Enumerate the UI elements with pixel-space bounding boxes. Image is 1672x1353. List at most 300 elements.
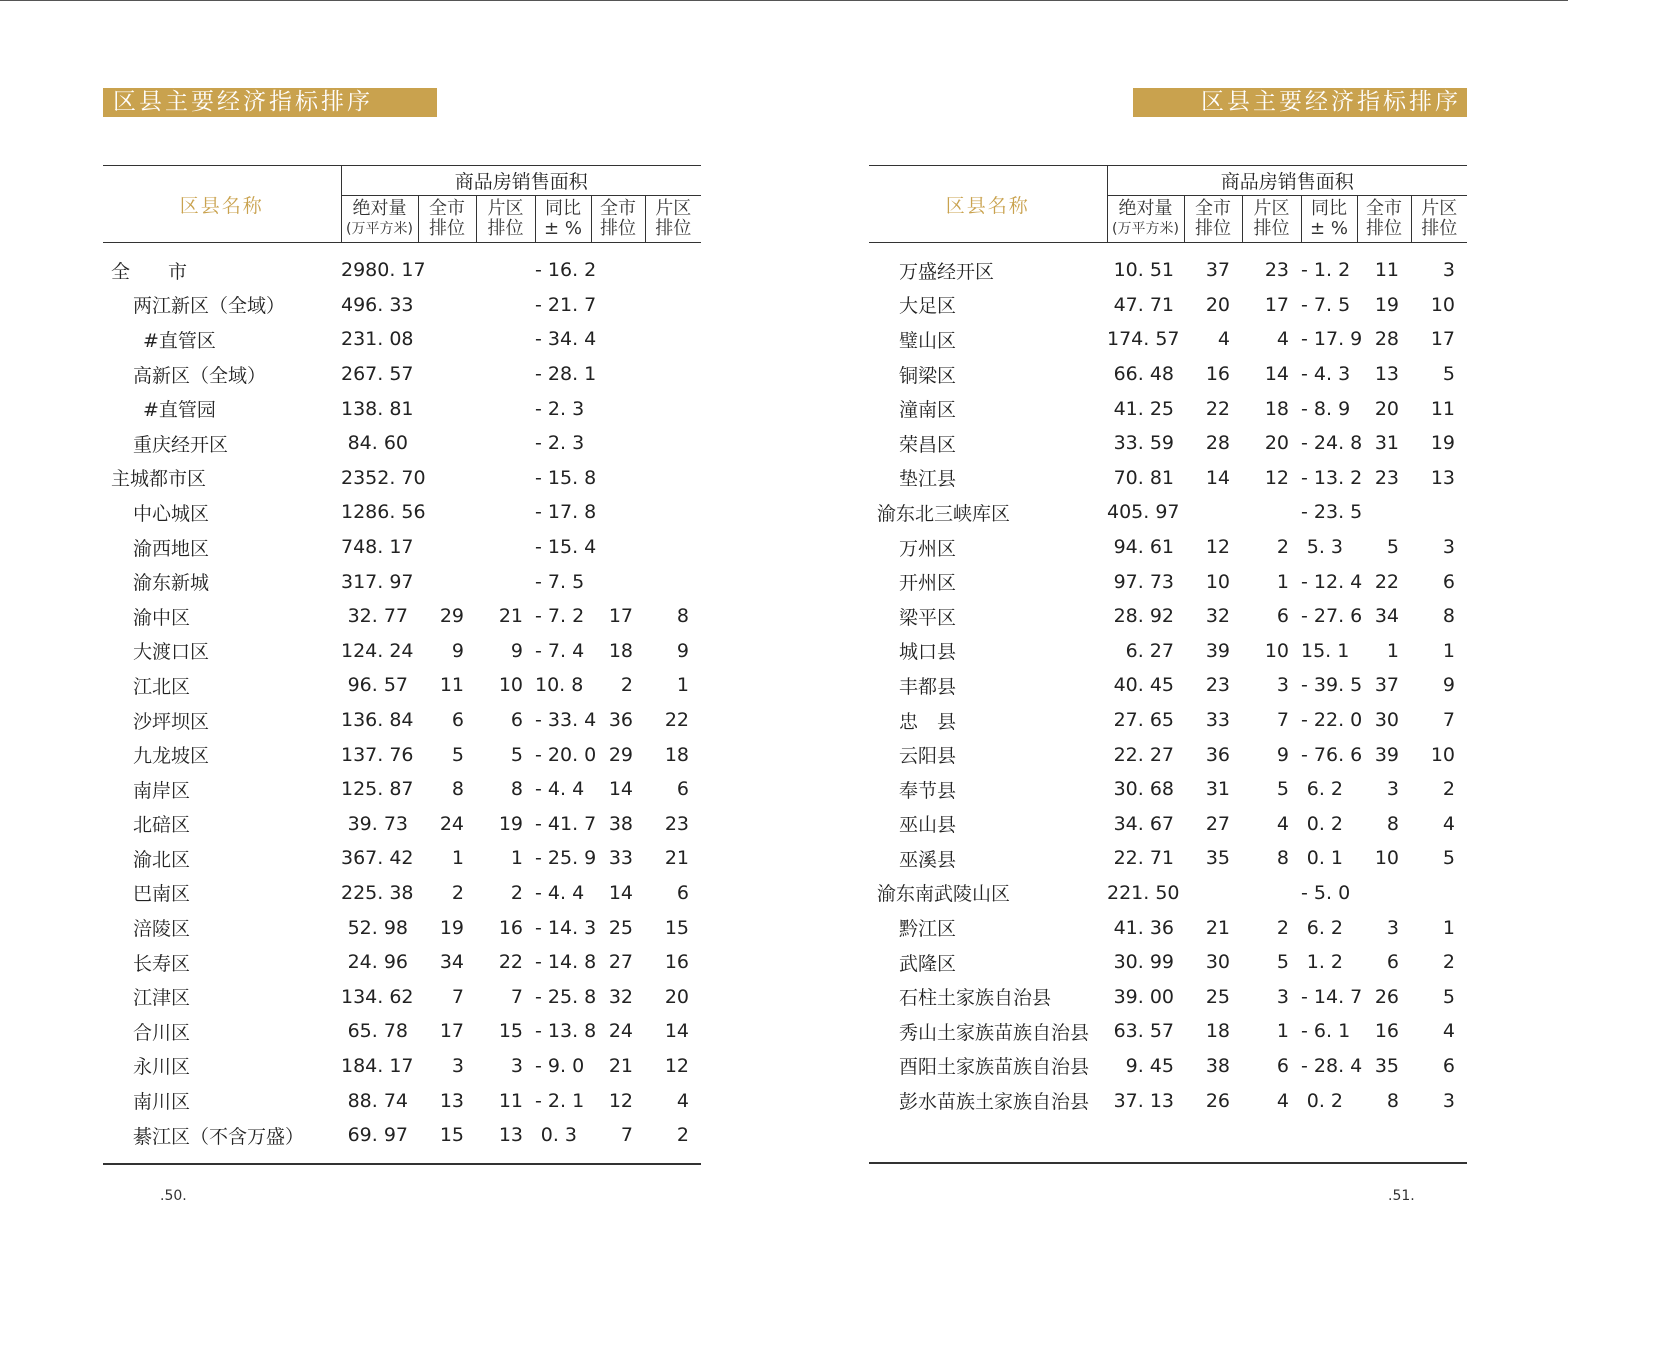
row-name: 垫江县 — [899, 468, 957, 491]
header-yoy: 同比 ± % — [1301, 196, 1357, 243]
cell-city-rank: 16 — [1205, 363, 1230, 386]
cell-yoy: - 15. 4 — [535, 536, 597, 559]
cell-area-rank-2 — [645, 288, 701, 323]
cell-area-rank-2: 12 — [664, 1054, 690, 1077]
cell-yoy: 6. 2 — [1306, 778, 1343, 801]
cell-area-rank: 11 — [498, 1089, 523, 1112]
header-yoy: 同比 ± % — [535, 196, 591, 243]
row-name: 巫溪县 — [899, 848, 957, 871]
cell-area-rank-2: 5 — [1442, 847, 1456, 870]
cell-city-rank-2: 22 — [1374, 570, 1399, 593]
row-name: 江津区 — [133, 987, 191, 1010]
cell-area-rank — [476, 253, 535, 288]
cell-absolute: 27. 65 — [1113, 709, 1174, 732]
cell-area-rank-2: 5 — [1442, 985, 1456, 1008]
cell-area-rank: 4 — [1276, 1089, 1289, 1112]
cell-city-rank-2 — [591, 253, 645, 288]
cell-city-rank-2: 31 — [1374, 432, 1399, 455]
cell-area-rank-2: 21 — [664, 847, 690, 870]
row-name: 铜梁区 — [899, 364, 957, 387]
cell-absolute: 496. 33 — [341, 293, 414, 316]
cell-city-rank-2: 1 — [1386, 639, 1399, 662]
table-row — [103, 426, 701, 461]
cell-area-rank — [476, 426, 535, 461]
cell-absolute: 134. 62 — [341, 985, 414, 1008]
cell-city-rank-2: 32 — [608, 985, 633, 1008]
table-row — [103, 391, 701, 426]
cell-area-rank: 23 — [1264, 259, 1289, 282]
table-row — [869, 322, 1467, 357]
cell-area-rank: 7 — [510, 985, 523, 1008]
row-name: 梁平区 — [899, 606, 957, 629]
cell-yoy: - 39. 5 — [1301, 674, 1363, 697]
cell-city-rank: 11 — [439, 674, 464, 697]
cell-area-rank: 18 — [1264, 397, 1289, 420]
cell-area-rank-2 — [645, 530, 701, 565]
row-name: 璧山区 — [899, 329, 957, 352]
cell-city-rank: 27 — [1205, 812, 1230, 835]
cell-area-rank-2 — [645, 253, 701, 288]
cell-area-rank: 20 — [1264, 432, 1289, 455]
row-name: 万州区 — [899, 537, 957, 560]
cell-absolute: 125. 87 — [341, 778, 414, 801]
cell-area-rank-2: 20 — [664, 985, 690, 1008]
row-name: 荣昌区 — [899, 433, 957, 456]
cell-area-rank-2: 23 — [664, 812, 690, 835]
row-name: #直管区 — [143, 329, 216, 352]
row-name: 南川区 — [133, 1091, 191, 1114]
cell-absolute: 41. 25 — [1113, 397, 1174, 420]
cell-city-rank: 4 — [1217, 328, 1230, 351]
cell-area-rank-2: 5 — [1442, 363, 1456, 386]
row-name: #直管园 — [143, 399, 216, 422]
cell-city-rank-2: 3 — [1386, 916, 1399, 939]
cell-city-rank-2 — [591, 426, 645, 461]
cell-city-rank: 10 — [1205, 570, 1230, 593]
table-row — [103, 807, 701, 842]
cell-absolute: 40. 45 — [1113, 674, 1174, 697]
cell-absolute: 2352. 70 — [341, 466, 426, 489]
cell-area-rank-2 — [645, 357, 701, 392]
cell-absolute: 69. 97 — [347, 1124, 408, 1147]
row-name: 高新区（全域） — [133, 364, 267, 387]
cell-area-rank: 6 — [1276, 1054, 1289, 1077]
cell-yoy: - 12. 4 — [1301, 570, 1363, 593]
cell-absolute: 6. 27 — [1125, 639, 1174, 662]
cell-absolute: 2980. 17 — [341, 259, 426, 282]
cell-yoy: - 13. 2 — [1301, 466, 1363, 489]
cell-absolute: 30. 99 — [1113, 951, 1174, 974]
cell-city-rank — [1184, 495, 1242, 530]
cell-yoy: - 14. 7 — [1301, 985, 1363, 1008]
cell-city-rank-2: 23 — [1374, 466, 1399, 489]
table-row — [869, 495, 1467, 530]
table-row — [869, 253, 1467, 288]
row-name: 丰都县 — [899, 675, 957, 698]
cell-city-rank-2: 37 — [1374, 674, 1399, 697]
page-number-right: .51. — [1388, 1188, 1415, 1204]
header-abs: 绝对量 (万平方米) — [1107, 196, 1184, 243]
table-row — [869, 530, 1467, 565]
table-row — [103, 288, 701, 323]
cell-city-rank: 29 — [439, 605, 464, 628]
cell-absolute: 39. 73 — [347, 812, 408, 835]
row-name: 黔江区 — [899, 918, 957, 941]
cell-city-rank: 24 — [439, 812, 464, 835]
cell-yoy: 0. 2 — [1306, 1089, 1343, 1112]
cell-city-rank-2 — [1357, 495, 1411, 530]
cell-city-rank-2 — [591, 461, 645, 496]
cell-city-rank-2 — [591, 288, 645, 323]
title-banner-right: 区县主要经济指标排序 — [1133, 88, 1467, 117]
cell-absolute: 88. 74 — [347, 1089, 408, 1112]
cell-city-rank: 18 — [1205, 1020, 1230, 1043]
cell-city-rank — [418, 391, 476, 426]
cell-city-rank-2: 33 — [608, 847, 633, 870]
cell-area-rank-2: 15 — [664, 916, 690, 939]
row-name: 云阳县 — [899, 745, 957, 768]
cell-area-rank: 3 — [1276, 674, 1289, 697]
table-row — [869, 599, 1467, 634]
bottom-rule-right — [869, 1162, 1467, 1164]
cell-area-rank: 5 — [1276, 778, 1289, 801]
row-name: 万盛经开区 — [899, 260, 995, 283]
page-number-left: .50. — [160, 1188, 187, 1204]
cell-yoy: 10. 8 — [535, 674, 584, 697]
cell-city-rank — [418, 357, 476, 392]
row-name: 秀山土家族苗族自治县 — [899, 1021, 1090, 1044]
cell-area-rank: 4 — [1276, 812, 1289, 835]
cell-area-rank-2 — [1411, 495, 1467, 530]
cell-city-rank: 32 — [1205, 605, 1230, 628]
cell-area-rank-2: 6 — [1442, 1054, 1456, 1077]
cell-area-rank-2: 19 — [1430, 432, 1456, 455]
row-name: 城口县 — [899, 641, 957, 664]
cell-city-rank-2: 16 — [1374, 1020, 1399, 1043]
cell-absolute: 30. 68 — [1113, 778, 1174, 801]
table-row — [103, 945, 701, 980]
cell-area-rank-2: 18 — [664, 743, 690, 766]
table-body-left — [103, 243, 701, 1157]
cell-city-rank: 8 — [451, 778, 464, 801]
cell-city-rank: 36 — [1205, 743, 1230, 766]
cell-yoy: - 9. 0 — [535, 1054, 585, 1077]
cell-city-rank-2: 30 — [1374, 709, 1399, 732]
cell-city-rank-2: 8 — [1386, 812, 1399, 835]
cell-area-rank — [476, 391, 535, 426]
cell-area-rank-2: 7 — [1442, 709, 1456, 732]
table-row — [869, 288, 1467, 323]
cell-area-rank-2 — [645, 461, 701, 496]
cell-yoy: - 17. 9 — [1301, 328, 1363, 351]
cell-area-rank: 16 — [498, 916, 523, 939]
cell-city-rank-2: 36 — [608, 709, 633, 732]
cell-area-rank: 2 — [1276, 916, 1289, 939]
cell-absolute: 174. 57 — [1107, 328, 1180, 351]
cell-yoy: - 41. 7 — [535, 812, 597, 835]
cell-city-rank-2: 13 — [1374, 363, 1399, 386]
cell-area-rank-2: 2 — [1442, 778, 1456, 801]
row-name: 北碚区 — [133, 814, 191, 837]
table-row — [869, 357, 1467, 392]
table-row — [869, 737, 1467, 772]
cell-absolute: 24. 96 — [347, 951, 408, 974]
cell-city-rank-2: 18 — [608, 639, 633, 662]
cell-city-rank-2: 38 — [608, 812, 633, 835]
cell-city-rank-2 — [591, 495, 645, 530]
cell-city-rank: 23 — [1205, 674, 1230, 697]
row-name: 渝西地区 — [133, 537, 210, 560]
header-area-rank-2: 片区 排位 — [1411, 196, 1467, 243]
cell-area-rank-2: 6 — [676, 881, 690, 904]
cell-yoy: - 6. 1 — [1301, 1020, 1351, 1043]
cell-area-rank-2: 3 — [1442, 536, 1456, 559]
table-row — [103, 599, 701, 634]
cell-area-rank-2 — [645, 426, 701, 461]
cell-city-rank: 3 — [451, 1054, 464, 1077]
table-row — [869, 1083, 1467, 1122]
row-name: 渝东新城 — [133, 572, 210, 595]
cell-yoy: - 28. 4 — [1301, 1054, 1363, 1077]
header-city-rank: 全市 排位 — [418, 196, 476, 243]
cell-city-rank: 26 — [1205, 1089, 1230, 1112]
header-name-col: 区县名称 — [103, 166, 341, 243]
cell-absolute: 1286. 56 — [341, 501, 426, 524]
cell-city-rank-2: 7 — [620, 1124, 633, 1147]
cell-yoy: - 17. 8 — [535, 501, 597, 524]
row-name: 大足区 — [899, 295, 957, 318]
cell-area-rank-2: 3 — [1442, 1089, 1456, 1112]
cell-yoy: 0. 1 — [1306, 847, 1343, 870]
table-row — [869, 979, 1467, 1014]
cell-area-rank-2: 1 — [676, 674, 690, 697]
cell-area-rank-2: 10 — [1430, 743, 1456, 766]
cell-area-rank-2: 22 — [664, 709, 690, 732]
cell-city-rank — [418, 426, 476, 461]
cell-city-rank — [1184, 876, 1242, 911]
cell-area-rank: 5 — [1276, 951, 1289, 974]
cell-yoy: - 27. 6 — [1301, 605, 1363, 628]
cell-absolute: 225. 38 — [341, 881, 414, 904]
cell-absolute: 405. 97 — [1107, 501, 1180, 524]
row-name: 彭水苗族土家族自治县 — [899, 1091, 1090, 1114]
cell-area-rank: 3 — [510, 1054, 523, 1077]
cell-city-rank: 28 — [1205, 432, 1230, 455]
cell-absolute: 22. 27 — [1113, 743, 1174, 766]
row-name: 南岸区 — [133, 779, 191, 802]
cell-city-rank — [418, 495, 476, 530]
cell-city-rank-2: 6 — [1386, 951, 1399, 974]
cell-absolute: 94. 61 — [1113, 536, 1174, 559]
row-name: 綦江区（不含万盛） — [133, 1125, 305, 1148]
cell-absolute: 41. 36 — [1113, 916, 1174, 939]
cell-absolute: 137. 76 — [341, 743, 414, 766]
table-left — [103, 165, 701, 1156]
cell-city-rank-2: 11 — [1374, 259, 1399, 282]
row-name: 大渡口区 — [133, 641, 210, 664]
cell-absolute: 267. 57 — [341, 363, 414, 386]
row-name: 长寿区 — [133, 952, 191, 975]
cell-area-rank: 1 — [1276, 570, 1289, 593]
cell-area-rank: 7 — [1276, 709, 1289, 732]
row-name: 忠 县 — [899, 710, 957, 733]
cell-yoy: - 7. 5 — [1301, 293, 1351, 316]
cell-area-rank-2: 4 — [1442, 812, 1456, 835]
cell-yoy: - 5. 0 — [1301, 881, 1351, 904]
cell-area-rank-2: 1 — [1442, 916, 1456, 939]
row-name: 合川区 — [133, 1021, 191, 1044]
cell-city-rank — [418, 322, 476, 357]
cell-area-rank-2: 8 — [676, 605, 690, 628]
cell-yoy: - 7. 2 — [535, 605, 585, 628]
cell-yoy: - 2. 3 — [535, 397, 585, 420]
table-row — [103, 772, 701, 807]
cell-absolute: 65. 78 — [347, 1020, 408, 1043]
cell-city-rank: 13 — [439, 1089, 464, 1112]
cell-yoy: - 14. 8 — [535, 951, 597, 974]
cell-yoy: - 21. 7 — [535, 293, 597, 316]
row-name: 渝北区 — [133, 848, 191, 871]
cell-city-rank: 31 — [1205, 778, 1230, 801]
table-row — [869, 703, 1467, 738]
cell-absolute: 124. 24 — [341, 639, 414, 662]
cell-area-rank-2: 17 — [1430, 328, 1456, 351]
cell-city-rank: 21 — [1205, 916, 1230, 939]
cell-city-rank: 33 — [1205, 709, 1230, 732]
row-name: 奉节县 — [899, 779, 957, 802]
cell-yoy: - 7. 5 — [535, 570, 585, 593]
cell-city-rank — [418, 530, 476, 565]
cell-area-rank — [1242, 876, 1301, 911]
cell-area-rank: 12 — [1264, 466, 1289, 489]
cell-yoy: - 4. 4 — [535, 881, 585, 904]
cell-yoy: - 15. 8 — [535, 466, 597, 489]
row-name: 涪陵区 — [133, 918, 191, 941]
cell-yoy: - 28. 1 — [535, 363, 597, 386]
cell-absolute: 136. 84 — [341, 709, 414, 732]
table-row — [869, 668, 1467, 703]
cell-absolute: 70. 81 — [1113, 466, 1174, 489]
cell-yoy: - 20. 0 — [535, 743, 597, 766]
row-name: 江北区 — [133, 675, 191, 698]
cell-city-rank-2: 19 — [1374, 293, 1399, 316]
row-name: 武隆区 — [899, 952, 957, 975]
row-name: 渝东南武陵山区 — [877, 883, 1011, 906]
table-row — [103, 530, 701, 565]
cell-area-rank: 13 — [498, 1124, 523, 1147]
row-name: 开州区 — [899, 572, 957, 595]
cell-area-rank: 6 — [1276, 605, 1289, 628]
cell-area-rank: 6 — [510, 709, 523, 732]
cell-city-rank: 15 — [439, 1124, 464, 1147]
table-row — [869, 391, 1467, 426]
cell-absolute: 97. 73 — [1113, 570, 1174, 593]
cell-area-rank: 8 — [1276, 847, 1289, 870]
row-name: 潼南区 — [899, 399, 957, 422]
cell-city-rank-2: 27 — [608, 951, 633, 974]
cell-city-rank: 19 — [439, 916, 464, 939]
top-border — [0, 0, 1568, 1]
row-name: 沙坪坝区 — [133, 710, 210, 733]
cell-yoy: - 1. 2 — [1301, 259, 1351, 282]
cell-city-rank-2 — [591, 564, 645, 599]
cell-yoy: 5. 3 — [1306, 536, 1343, 559]
cell-city-rank: 12 — [1205, 536, 1230, 559]
cell-area-rank-2 — [645, 495, 701, 530]
row-name: 主城都市区 — [111, 468, 207, 491]
cell-city-rank-2: 14 — [608, 881, 633, 904]
cell-area-rank-2 — [645, 391, 701, 426]
cell-yoy: - 4. 4 — [535, 778, 585, 801]
table-row — [103, 703, 701, 738]
table-row — [103, 322, 701, 357]
cell-area-rank-2: 6 — [676, 778, 690, 801]
bottom-rule-left — [103, 1163, 701, 1165]
cell-yoy: - 34. 4 — [535, 328, 597, 351]
table-row — [103, 495, 701, 530]
cell-area-rank: 15 — [498, 1020, 523, 1043]
table-row — [103, 979, 701, 1014]
table-row — [103, 461, 701, 496]
cell-absolute: 96. 57 — [347, 674, 408, 697]
cell-city-rank: 37 — [1205, 259, 1230, 282]
cell-city-rank: 25 — [1205, 985, 1230, 1008]
cell-city-rank-2: 5 — [1386, 536, 1399, 559]
cell-area-rank: 3 — [1276, 985, 1289, 1008]
header-area-rank: 片区 排位 — [476, 196, 535, 243]
cell-absolute: 9. 45 — [1125, 1054, 1174, 1077]
cell-absolute: 37. 13 — [1113, 1089, 1174, 1112]
cell-yoy: - 8. 9 — [1301, 397, 1351, 420]
table-body-right — [869, 243, 1467, 1122]
cell-area-rank-2: 13 — [1430, 466, 1456, 489]
cell-absolute: 10. 51 — [1113, 259, 1174, 282]
cell-area-rank: 10 — [498, 674, 523, 697]
cell-area-rank: 1 — [1276, 1020, 1289, 1043]
cell-absolute: 32. 77 — [347, 605, 408, 628]
cell-area-rank: 17 — [1264, 293, 1289, 316]
header-abs: 绝对量 (万平方米) — [341, 196, 418, 243]
row-name: 永川区 — [133, 1056, 191, 1079]
header-group: 商品房销售面积 — [341, 166, 701, 196]
cell-yoy: 15. 1 — [1301, 639, 1350, 662]
cell-city-rank-2: 34 — [1374, 605, 1399, 628]
cell-area-rank — [476, 461, 535, 496]
table-row — [103, 357, 701, 392]
cell-city-rank — [418, 564, 476, 599]
cell-yoy: - 13. 8 — [535, 1020, 597, 1043]
cell-area-rank: 8 — [510, 778, 523, 801]
cell-city-rank-2: 14 — [608, 778, 633, 801]
cell-yoy: - 16. 2 — [535, 259, 597, 282]
cell-city-rank-2: 21 — [608, 1054, 633, 1077]
cell-area-rank-2 — [1411, 876, 1467, 911]
cell-city-rank-2: 8 — [1386, 1089, 1399, 1112]
cell-absolute: 748. 17 — [341, 536, 414, 559]
table-row — [103, 564, 701, 599]
cell-area-rank: 9 — [510, 639, 523, 662]
cell-yoy: - 25. 8 — [535, 985, 597, 1008]
cell-absolute: 66. 48 — [1113, 363, 1174, 386]
row-name: 渝中区 — [133, 606, 191, 629]
cell-yoy: 0. 2 — [1306, 812, 1343, 835]
cell-absolute: 33. 59 — [1113, 432, 1174, 455]
table-row — [103, 737, 701, 772]
cell-area-rank — [476, 530, 535, 565]
table-row — [103, 1118, 701, 1157]
header-name-col: 区县名称 — [869, 166, 1107, 243]
table-row — [103, 841, 701, 876]
